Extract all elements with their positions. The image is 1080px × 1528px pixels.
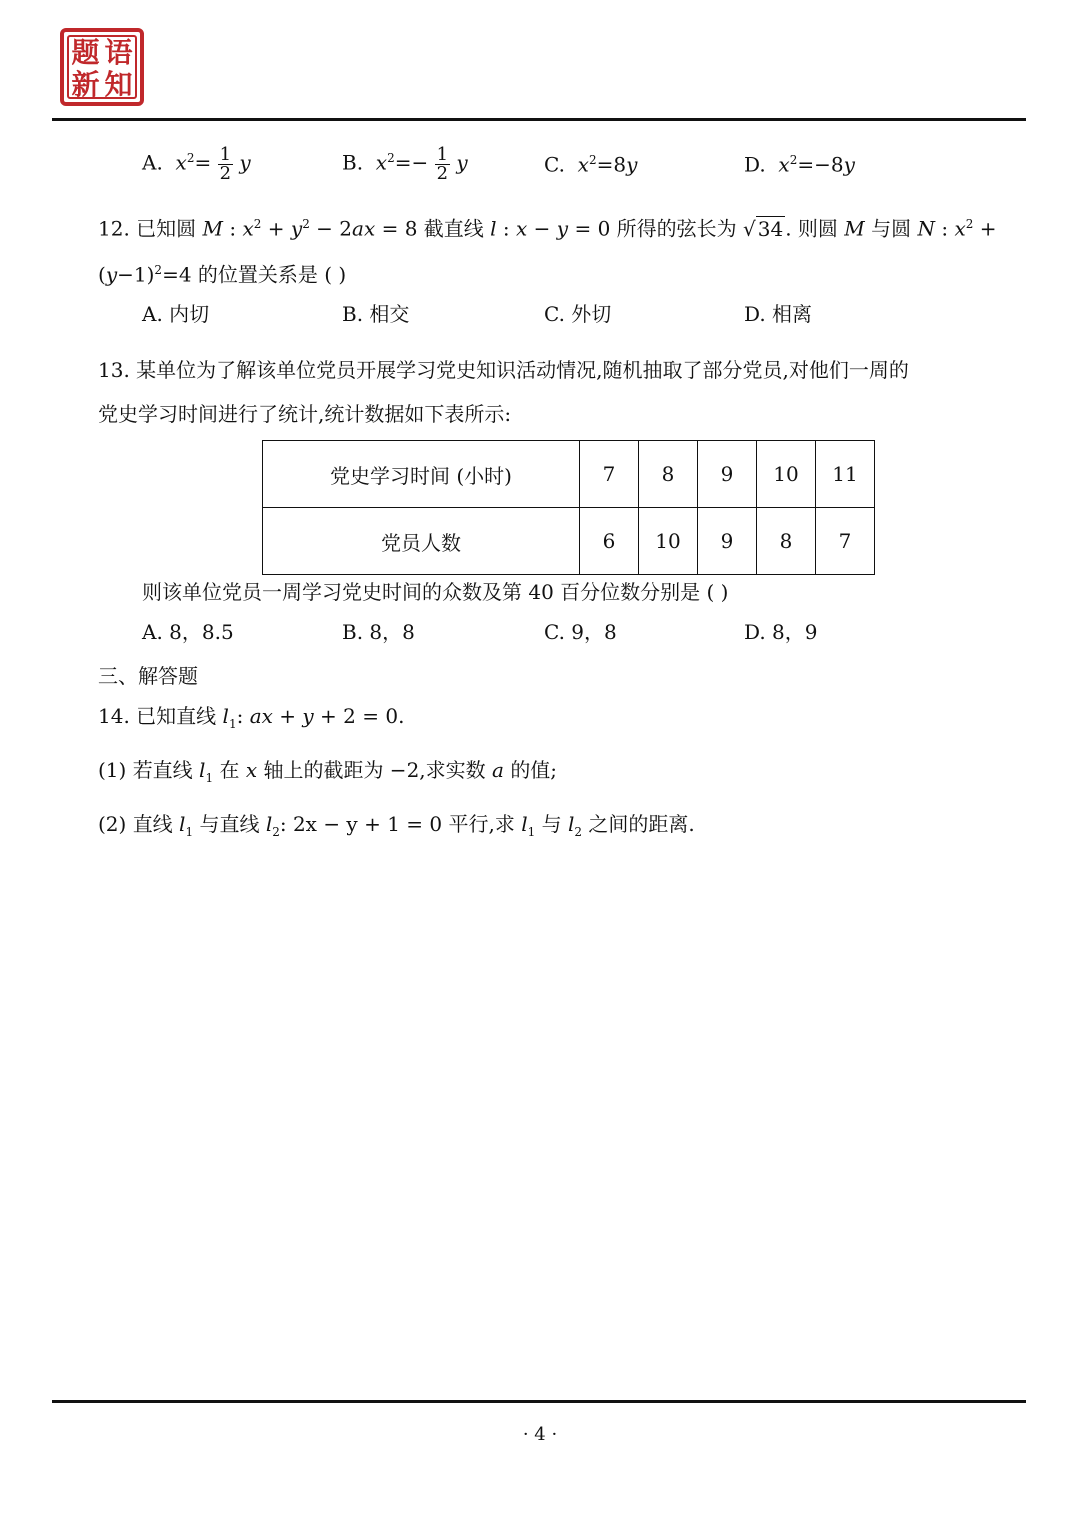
table-row <box>263 441 875 508</box>
seal-logo <box>60 28 144 106</box>
table-cell: 8 <box>757 508 816 575</box>
seal-char: 语 <box>104 36 133 69</box>
q12-option-a: A. 内切 <box>142 302 210 326</box>
table-row-header: 党史学习时间 (小时) <box>263 441 580 508</box>
fraction: $\frac{1}{2}$ <box>436 143 449 184</box>
q12-line2: $(y-1)^2=4$ 的位置关系是 ( ) <box>98 262 347 287</box>
q13-line1: 13. 某单位为了解该单位党员开展学习党史知识活动情况,随机抽取了部分党员,对他们一周的 <box>98 358 909 382</box>
table-cell: 10 <box>757 441 816 508</box>
seal-char: 知 <box>104 68 133 101</box>
q12-option-d: D. 相离 <box>744 302 813 326</box>
table-cell: 8 <box>639 441 698 508</box>
q13-option-d: D. 8，9 <box>744 620 818 644</box>
section-title: 三、解答题 <box>98 664 198 688</box>
seal-char: 题 <box>71 36 100 69</box>
q13-option-c: C. 9，8 <box>544 620 617 644</box>
q13-question: 则该单位党员一周学习党史时间的众数及第 40 百分位数分别是 ( ) <box>142 580 729 604</box>
q13-option-b: B. 8，8 <box>342 620 415 644</box>
q11-option-d: D. $x^2=-8y$ <box>744 152 855 177</box>
seal-char: 新 <box>71 68 100 101</box>
q13-option-a: A. 8，8.5 <box>142 620 234 644</box>
q11-option-a: A. $x^2=$ $\frac{1}{2}$ y <box>142 143 251 184</box>
sqrt: √ 34 <box>743 216 784 241</box>
footer-rule <box>52 1400 1026 1403</box>
table-row <box>263 508 875 575</box>
table-cell: 10 <box>639 508 698 575</box>
table-cell: 7 <box>816 508 875 575</box>
q12-option-c: C. 外切 <box>544 302 612 326</box>
header-rule <box>52 118 1026 121</box>
table-row-header: 党员人数 <box>263 508 580 575</box>
q13-line2: 党史学习时间进行了统计,统计数据如下表所示: <box>98 402 512 426</box>
page-number: · 4 · <box>522 1424 558 1445</box>
table-cell: 6 <box>580 508 639 575</box>
table-cell: 9 <box>698 441 757 508</box>
q14-part1: (1) 若直线 $l_1$ 在 x 轴上的截距为 −2,求实数 a 的值; <box>98 758 558 785</box>
q14-stem: 14. 已知直线 $l_1$: ax + y + 2 = 0. <box>98 704 405 731</box>
fraction: $\frac{1}{2}$ <box>219 143 232 184</box>
q11-option-c: C. $x^2=8y$ <box>544 152 638 177</box>
q12-option-b: B. 相交 <box>342 302 410 326</box>
study-time-table <box>262 440 875 575</box>
q12-line1: 12. 已知圆 M : $x^2 + y^2 - 2ax = 8$ 截直线 l : x − y = 0 所得的弦长为 √ 34 . 则圆 M 与圆 N : $x^2$ + <box>98 216 997 241</box>
table-cell: 11 <box>816 441 875 508</box>
table-cell: 9 <box>698 508 757 575</box>
q11-option-b: B. $x^2=-$ $\frac{1}{2}$ y <box>342 143 468 184</box>
table-cell: 7 <box>580 441 639 508</box>
q14-part2: (2) 直线 $l_1$ 与直线 $l_2$: 2x − y + 1 = 0 平行,求 $l_1$ 与 $l_2$ 之间的距离. <box>98 812 695 839</box>
